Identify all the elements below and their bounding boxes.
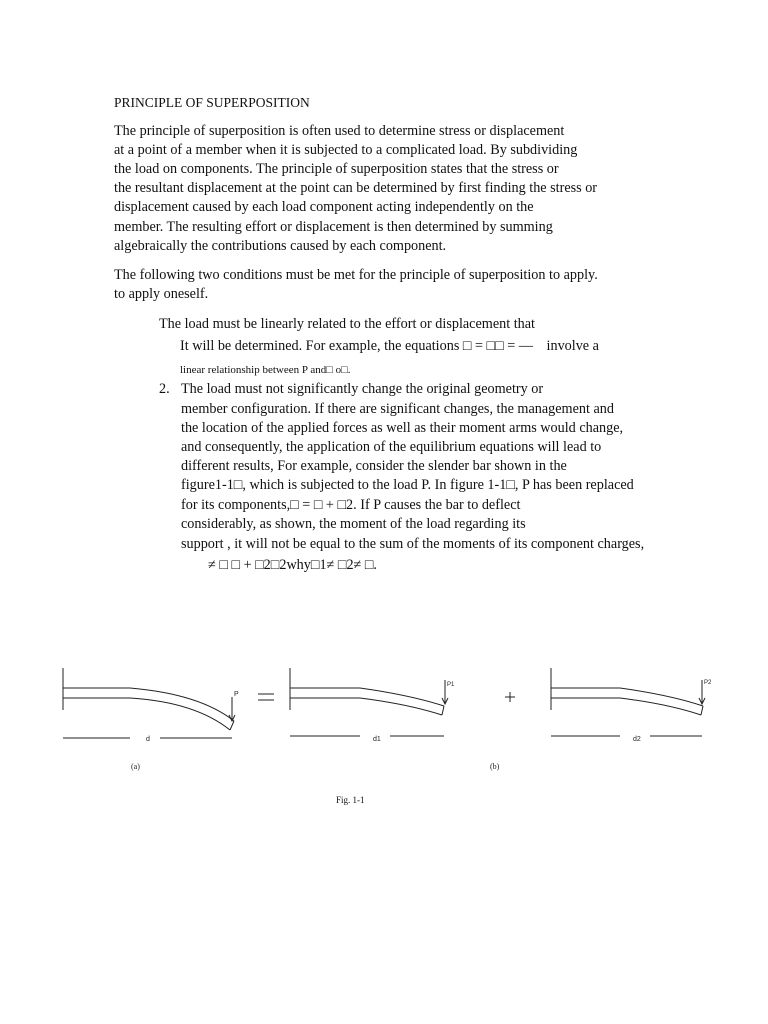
list-item-line: support , it will not be equal to the sum of the moments of its component charges,: [181, 536, 645, 552]
paragraph-line: member. The resulting effort or displacement is then determined by summing: [114, 219, 553, 235]
label-d1: d1: [373, 736, 381, 743]
list-item-line: ≠ □ □ + □2□2why□1≠ □2≠ □.: [208, 557, 377, 573]
list-item-line: The load must not significantly change the original geometry or: [181, 381, 544, 397]
beam-bottom-edge: [551, 698, 701, 715]
beam-end: [701, 706, 703, 715]
label-p1: P1: [447, 682, 455, 688]
list-item-line: [180, 337, 599, 355]
paragraph-line: displacement caused by each load component acting independently on the: [114, 199, 534, 215]
label-p: P: [234, 691, 239, 698]
list-item-line: member configuration. If there are significant changes, the management and: [181, 401, 614, 417]
figure-caption: Fig. 1-1: [336, 795, 365, 805]
beam-b2: [551, 668, 705, 736]
beam-end: [230, 721, 234, 730]
paragraph-line: algebraically the contributions caused by each component.: [114, 238, 447, 254]
paragraph-line: to apply oneself.: [114, 286, 209, 302]
list-item-line: different results, For example, consider the slender bar shown in the: [181, 458, 567, 474]
equation: □ = □□ = —: [462, 338, 533, 354]
paragraph-line: [114, 160, 636, 178]
figure-1-1: [0, 640, 768, 780]
list-item-text: It will be determined. For example, the equations: [180, 338, 460, 354]
paragraph-line: The following two conditions must be met for the principle of superposition to apply.: [114, 267, 598, 283]
list-item-line: linear relationship between P and□ o□.: [180, 364, 351, 376]
beam-end: [442, 706, 444, 715]
beam-top-edge: [551, 688, 703, 706]
page-title: PRINCIPLE OF SUPERPOSITION: [114, 95, 310, 110]
label-a: (a): [131, 762, 140, 771]
label-d2: d2: [633, 736, 641, 743]
list-item-line: and consequently, the application of the equilibrium equations will lead to: [181, 439, 602, 455]
label-b: (b): [490, 762, 500, 771]
list-item-line: The load must be linearly related to the effort or displacement that: [159, 316, 535, 332]
paragraph-line: the resultant displacement at the point can be determined by first finding the stress or: [114, 180, 598, 196]
beam-top-edge: [290, 688, 444, 706]
paragraph-line: at a point of a member when it is subjected to a complicated load. By subdividing: [114, 142, 578, 158]
list-item-line: for its components,□ = □ + □2. If P causes the bar to deflect: [181, 497, 521, 513]
list-item-text: involve a: [546, 338, 599, 354]
list-item-line: considerably, as shown, the moment of the load regarding its: [181, 516, 526, 532]
beam-a: [63, 668, 235, 738]
list-item-number: 2.: [159, 381, 170, 397]
paragraph-line-text: the load on components. The principle of superposition states that the stress or: [114, 161, 559, 177]
list-item-line: figure1-1□, which is subjected to the load P. In figure 1-1□, P has been replaced: [181, 477, 634, 493]
beam-bottom-edge: [290, 698, 442, 715]
paragraph-line: The principle of superposition is often used to determine stress or displacement: [114, 123, 565, 139]
label-p2: P2: [704, 680, 712, 686]
beam-b1: [290, 668, 448, 736]
label-d: d: [146, 736, 150, 743]
list-item-line: the location of the applied forces as well as their moment arms would change,: [181, 420, 624, 436]
beam-bottom-edge: [63, 698, 230, 730]
